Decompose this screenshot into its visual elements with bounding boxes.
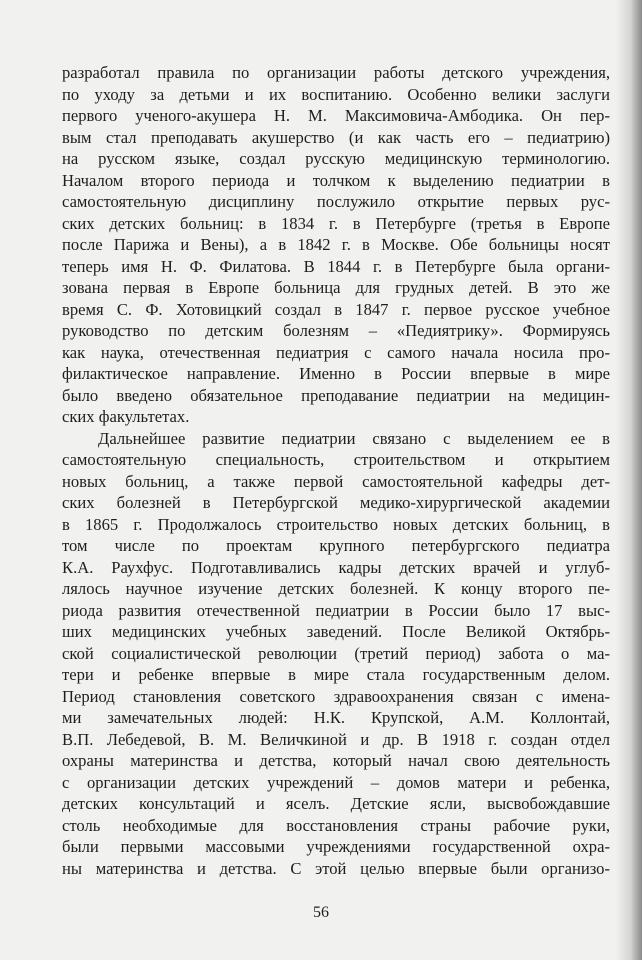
text-line: детских консультаций и яселъ. Детские ясли, высвобождавшие (62, 794, 610, 813)
text-line: тери и ребенке впервые в мире стала государственным делом. (62, 665, 610, 684)
text-line: ны материнства и детства. С этой целью впервые были организо- (62, 858, 610, 878)
text-line: К.А. Раухфус. Подготавливались кадры детских врачей и углуб- (62, 557, 610, 577)
text-line: как наука, отечественная педиатрия с самого начала носила про- (62, 342, 610, 362)
text-line: ских факультетах. (62, 407, 190, 426)
text-line: было введено обязательное преподавание педиатрии на медицин- (62, 385, 610, 405)
text-line: время С. Ф. Хотовицкий создал в 1847 г. первое русское учебное (62, 299, 610, 319)
text-line: с организации детских учреждений – домов матери и ребенка, (62, 772, 610, 792)
text-line: том числе по проектам крупного петербургского педиатра (62, 536, 610, 555)
text-line: по уходу за детьми и их воспитанию. Особенно велики заслуги (62, 84, 610, 104)
text-line: самостоятельную дисциплину послужило открытие первых рус- (62, 192, 610, 211)
text-line: на русском языке, создал русскую медицинскую терминологию. (62, 149, 610, 168)
text-line: после Парижа и Вены), а в 1842 г. в Москве. Обе больницы носят (62, 235, 610, 254)
text-line: руководство по детским болезням – «Педиятрику». Формируясь (62, 321, 610, 340)
text-line: зована первая в Европе больница для грудных детей. В это же (62, 278, 610, 297)
text-line: ми замечательных людей: Н.К. Крупской, А.М. Коллонтай, (62, 708, 610, 727)
text-line: риода развития отечественной педиатрии в России было 17 выс- (62, 600, 610, 620)
text-line: лялось научное изучение детских болезней. К концу второго пе- (62, 579, 610, 598)
paragraph-1 (62, 62, 610, 428)
text-line: ской социалистической революции (третий период) забота о ма- (62, 643, 610, 663)
page-edge-shadow (616, 0, 642, 960)
text-line: ских болезней в Петербургской медико-хирургической академии (62, 493, 610, 512)
text-line: ских детских больниц: в 1834 г. в Петербурге (третья в Европе (62, 213, 610, 233)
text-line: в 1865 г. Продолжалось строительство новых детских больниц, в (62, 514, 610, 534)
page-number: 56 (313, 904, 329, 921)
document-body (62, 62, 610, 879)
text-line: Период становления советского здравоохранения связан с имена- (62, 686, 610, 706)
text-line: Началом второго периода и толчком к выделению педиатрии в (62, 170, 610, 190)
text-line: первого ученого-акушера Н. М. Максимовича-Амбодика. Он пер- (62, 106, 610, 125)
text-line: филактическое направление. Именно в России впервые в мире (62, 364, 610, 383)
text-line: новых больниц, а также первой самостоятельной кафедры дет- (62, 471, 610, 491)
text-line: В.П. Лебедевой, В. М. Величкиной и др. В 1918 г. создан отдел (62, 729, 610, 749)
text-line: Дальнейшее развитие педиатрии связано с выделением ее в (98, 428, 610, 448)
text-line: теперь имя Н. Ф. Филатова. В 1844 г. в Петербурге была органи- (62, 256, 610, 276)
paragraph-2 (62, 428, 610, 880)
text-line: самостоятельную специальность, строительством и открытием (62, 450, 610, 469)
text-line: были первыми массовыми учреждениями государственной охра- (62, 837, 610, 856)
text-line: вым стал преподавать акушерство (и как часть его – педиатрию) (62, 127, 610, 147)
text-line: разработал правила по организации работы детского учреждения, (62, 63, 610, 82)
text-line: ших медицинских учебных заведений. После Великой Октябрь- (62, 622, 610, 641)
text-line: столь необходимые для восстановления страны рабочие руки, (62, 815, 610, 835)
text-line: охраны материнства и детства, который начал свою деятельность (62, 751, 610, 770)
